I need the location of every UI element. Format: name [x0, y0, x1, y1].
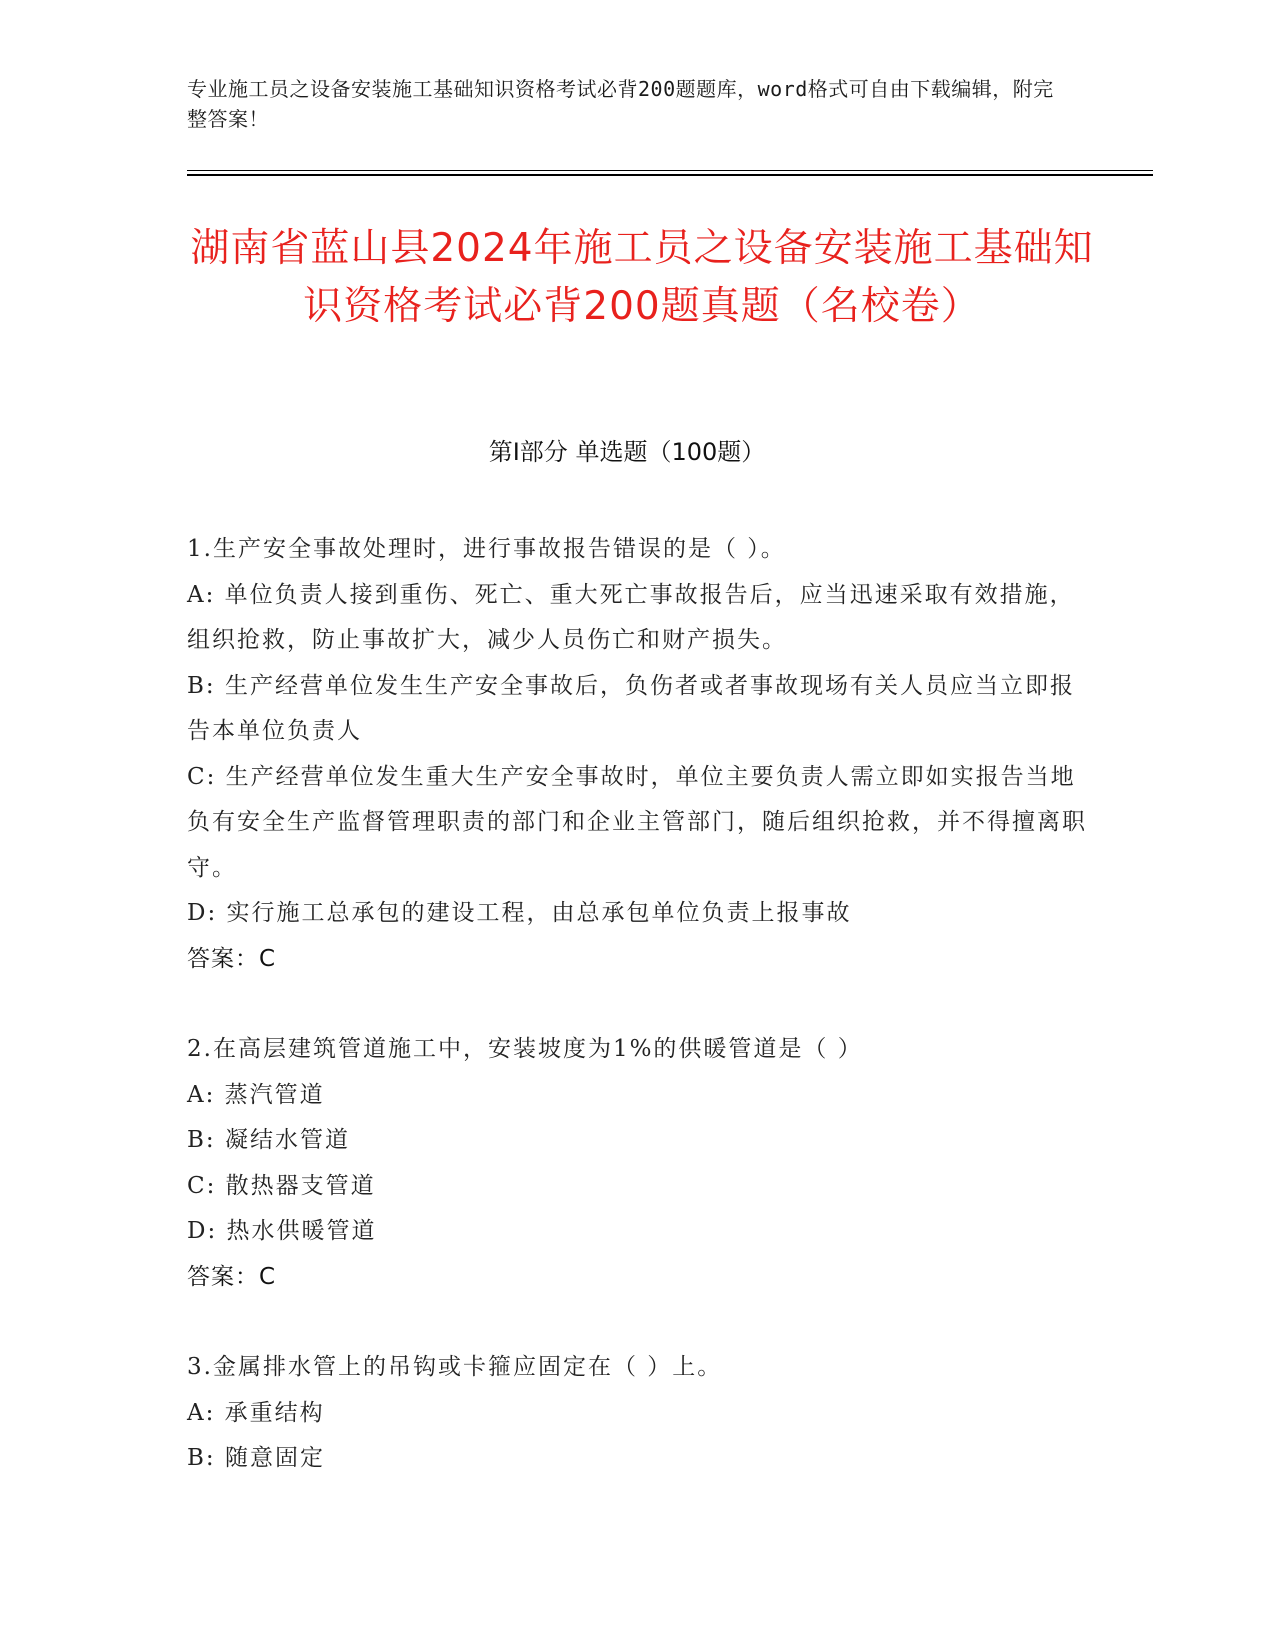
- question-stem: 1.生产安全事故处理时，进行事故报告错误的是（ ）。: [187, 536, 786, 562]
- question-2: [187, 1027, 1087, 1300]
- option-d: D: 热水供暖管道: [187, 1218, 377, 1244]
- option-c: C: 散热器支管道: [187, 1172, 376, 1199]
- answer: 答案：C: [187, 1263, 277, 1290]
- option-a: A: 蒸汽管道: [187, 1081, 325, 1108]
- option-b: B: 随意固定: [187, 1445, 325, 1471]
- question-1: [187, 527, 1087, 982]
- document-title: 湖南省蓝山县2024年施工员之设备安装施工基础知识资格考试必背200题真题（名校卷）: [190, 226, 1094, 329]
- option-b: B: 凝结水管道: [187, 1127, 350, 1153]
- option-c: C: 生产经营单位发生重大生产安全事故时，单位主要负责人需立即如实报告当地负有安全生产监督管理职责的部门和企业主管部门，随后组织抢救，并不得擅离职守。: [187, 763, 1087, 881]
- question-list: [187, 527, 1087, 1527]
- header-rule-top: [187, 170, 1153, 171]
- option-d: D: 实行施工总承包的建设工程，由总承包单位负责上报事故: [187, 900, 852, 926]
- section-title: 第Ⅰ部分 单选题（100题）: [488, 438, 766, 466]
- question-stem: 3.金属排水管上的吊钩或卡箍应固定在（ ）上。: [187, 1354, 723, 1380]
- option-a: A: 承重结构: [187, 1399, 325, 1426]
- option-a: A: 单位负责人接到重伤、死亡、重大死亡事故报告后，应当迅速采取有效措施，组织抢救，防止事故扩大，减少人员伤亡和财产损失。: [187, 581, 1075, 653]
- answer: 答案：C: [187, 945, 277, 972]
- question-3: [187, 1345, 1087, 1482]
- header-rule-bottom: [187, 174, 1153, 176]
- header-note: 专业施工员之设备安装施工基础知识资格考试必背200题题库，word格式可自由下载编辑，附完整答案！: [187, 77, 1054, 131]
- option-b: B: 生产经营单位发生生产安全事故后，负伤者或者事故现场有关人员应当立即报告本单位负责人: [187, 672, 1075, 744]
- question-stem: 2.在高层建筑管道施工中，安装坡度为1%的供暖管道是（ ）: [187, 1036, 863, 1062]
